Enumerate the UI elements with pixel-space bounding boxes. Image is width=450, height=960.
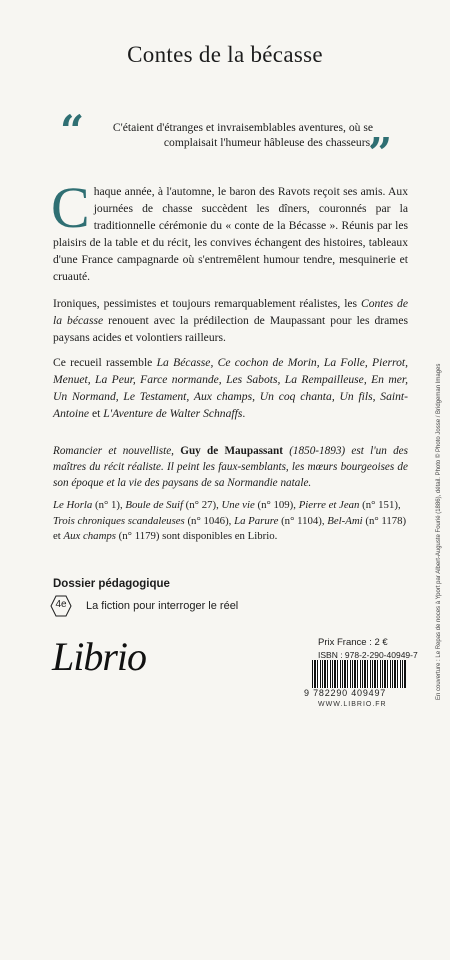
other-title-number: (n° 1104), [278, 514, 328, 527]
drop-cap: C [51, 175, 90, 240]
cover-credit-wrapper [436, 363, 442, 960]
other-title-number: (n° 1179) sont disponibles en Librio. [115, 530, 278, 542]
other-title: La Parure [234, 514, 279, 527]
open-quote-mark: “ [60, 106, 85, 155]
other-title-number: (n° 109), [254, 499, 299, 511]
other-title: Pierre et Jean [298, 499, 360, 511]
contents-intro: Ce recueil rassemble [53, 356, 157, 369]
dossier-subject: La fiction pour interroger le réel [86, 600, 239, 612]
isbn-label: ISBN : 978-2-290-40949-7 [318, 650, 418, 660]
bio-text-2: (1850-1893) est l'un des maîtres du récit réaliste. Il peint les faux-semblants, les mœurs bourgeoises de son époque et la vie des paysans de sa Normandie natale. [53, 445, 408, 489]
summary-paragraph-3 [53, 354, 408, 422]
summary-paragraph-2 [53, 295, 408, 346]
other-title: Bel-Ami [327, 514, 363, 527]
barcode [312, 660, 406, 688]
other-title-number: (n° 27), [182, 499, 222, 511]
other-title: Boule de Suif [125, 499, 183, 511]
barcode-number: 9 782290 409497 [304, 688, 387, 698]
pull-quote: C'étaient d'étranges et invraisemblables aventures, où se complaisait l'humeur hâbleuse des chasseurs. [112, 121, 373, 149]
book-title: Contes de la bécasse [127, 42, 323, 67]
librio-logo: Librio [52, 634, 147, 679]
other-title: Le Horla [53, 499, 93, 511]
bio-text-1: Romancier et nouvelliste, [53, 445, 181, 457]
contents-last-title: L'Aventure de Walter Schnaffs [103, 407, 243, 420]
other-title-number: (n° 151), [359, 499, 401, 511]
summary-text-1: haque année, à l'automne, le baron des Ravots reçoit ses amis. Aux journées de chasse succèdent les dîners, couronnés par la traditionnelle cérémonie du « conte de la Bécasse ». Réunis par les plaisirs de la table et du récit, les convives échangent des histoires, tableaux d'une France campagnarde où s'entremêlent humour tendre, mesquinerie et cruauté. [53, 185, 408, 283]
book-title-inline: Contes de la bécasse [53, 297, 409, 327]
other-title: Aux champs [63, 530, 116, 542]
summary-text-2b: renouent avec la prédilection de Maupassant pour les drames paysans acides et volontiers railleurs. [53, 314, 408, 344]
other-title: Une vie [221, 499, 255, 511]
summary-text-2a: Ironiques, pessimistes et toujours remarquablement réalistes, les [53, 297, 361, 310]
close-quote-mark: ” [368, 129, 393, 178]
author-bio [53, 443, 408, 491]
level-label: 4e [55, 599, 67, 610]
contents-titles: La Bécasse, Ce cochon de Morin, La Folle, Pierrot, Menuet, La Peur, Farce normande, Les Sabots, La Rempailleuse, En mer, Un Normand, Le Testament, Aux champs, Un coq chanta, Un fils, Saint-Antoine [53, 356, 408, 420]
dossier-heading: Dossier pédagogique [53, 578, 170, 590]
price-label: Prix France : 2 € [318, 637, 388, 648]
summary-paragraph-1 [51, 175, 408, 285]
other-title-number: (n° 1046), [184, 514, 235, 527]
author-name: Guy de Maupassant [180, 445, 283, 457]
contents-end: . [242, 407, 246, 420]
other-titles-list [53, 498, 408, 545]
other-title-number: (n° 1), [92, 499, 126, 511]
website-link: WWW.LIBRIO.FR [318, 701, 387, 708]
contents-and: et [89, 407, 104, 420]
cover-credit: En couverture : Le Repas de noces à Yport par Albert-Auguste Fourié (1886), détail. Photo © Photo Josse / Bridgeman Images [436, 363, 442, 700]
other-title: Trois chroniques scandaleuses [53, 514, 185, 527]
other-title-number: (n° 1178) et [53, 514, 407, 542]
